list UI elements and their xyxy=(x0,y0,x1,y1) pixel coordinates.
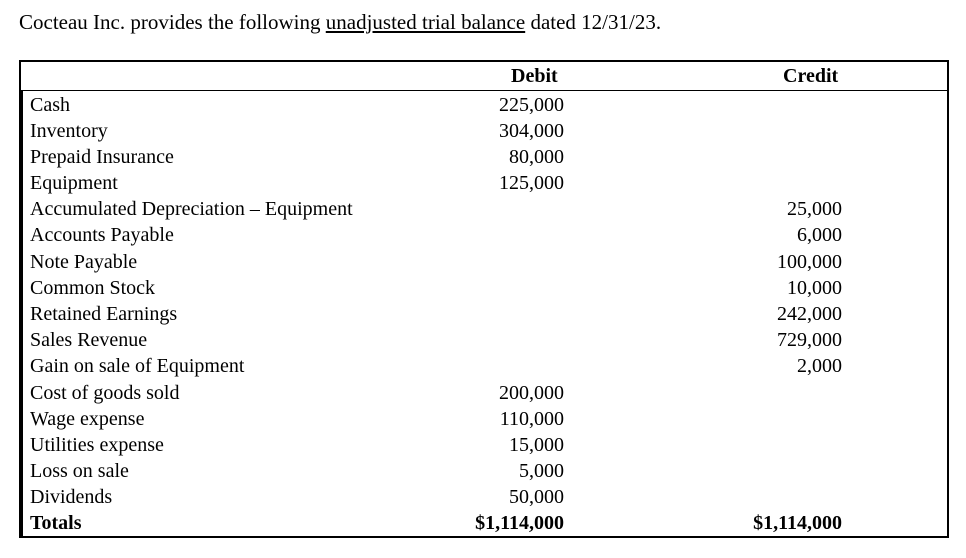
account-name: Loss on sale xyxy=(30,460,129,482)
debit-amount: 15,000 xyxy=(509,434,564,456)
table-row xyxy=(21,458,947,484)
intro-suffix: dated 12/31/23. xyxy=(525,10,662,34)
trial-balance-table xyxy=(19,60,949,538)
credit-total: $1,114,000 xyxy=(753,512,842,534)
account-name: Retained Earnings xyxy=(30,303,178,325)
debit-amount: 304,000 xyxy=(499,120,564,142)
table-row xyxy=(21,144,947,170)
table-row xyxy=(21,196,947,222)
account-name: Cost of goods sold xyxy=(30,382,180,404)
account-name: Prepaid Insurance xyxy=(30,146,174,168)
debit-amount: 5,000 xyxy=(519,460,564,482)
table-row xyxy=(21,118,947,144)
account-name: Dividends xyxy=(30,486,113,508)
account-name: Sales Revenue xyxy=(30,329,148,351)
credit-amount: 729,000 xyxy=(777,329,842,351)
totals-row xyxy=(21,510,947,536)
account-name: Wage expense xyxy=(30,408,145,430)
header-divider xyxy=(21,90,947,91)
debit-amount: 200,000 xyxy=(499,382,564,404)
account-name: Equipment xyxy=(30,172,118,194)
credit-amount: 6,000 xyxy=(797,224,842,246)
debit-amount: 80,000 xyxy=(509,146,564,168)
table-row xyxy=(21,484,947,510)
table-row xyxy=(21,327,947,353)
credit-amount: 25,000 xyxy=(787,198,842,220)
table-row xyxy=(21,275,947,301)
debit-amount: 110,000 xyxy=(499,408,564,430)
table-row xyxy=(21,222,947,248)
debit-total: $1,114,000 xyxy=(475,512,564,534)
account-name: Common Stock xyxy=(30,277,156,299)
credit-amount: 2,000 xyxy=(797,355,842,377)
intro-prefix: Cocteau Inc. provides the following xyxy=(19,10,326,34)
debit-amount: 225,000 xyxy=(499,94,564,116)
table-row xyxy=(21,170,947,196)
table-row xyxy=(21,92,947,118)
table-row xyxy=(21,406,947,432)
intro-underlined-term: unadjusted trial balance xyxy=(325,10,526,34)
table-row xyxy=(21,380,947,406)
credit-amount: 242,000 xyxy=(777,303,842,325)
table-row xyxy=(21,249,947,275)
table-row xyxy=(21,432,947,458)
debit-header: Debit xyxy=(511,65,558,87)
account-name: Cash xyxy=(30,94,70,116)
credit-header: Credit xyxy=(783,65,839,87)
account-name: Inventory xyxy=(30,120,108,142)
credit-amount: 10,000 xyxy=(787,277,842,299)
table-row xyxy=(21,353,947,379)
credit-amount: 100,000 xyxy=(777,251,842,273)
account-name: Accounts Payable xyxy=(30,224,174,246)
account-name: Utilities expense xyxy=(30,434,164,456)
account-name: Note Payable xyxy=(30,251,138,273)
account-name: Gain on sale of Equipment xyxy=(30,355,245,377)
totals-label: Totals xyxy=(30,512,82,534)
intro-sentence xyxy=(19,9,661,35)
debit-amount: 125,000 xyxy=(499,172,564,194)
table-row xyxy=(21,301,947,327)
account-name: Accumulated Depreciation – Equipment xyxy=(30,198,353,220)
debit-amount: 50,000 xyxy=(509,486,564,508)
